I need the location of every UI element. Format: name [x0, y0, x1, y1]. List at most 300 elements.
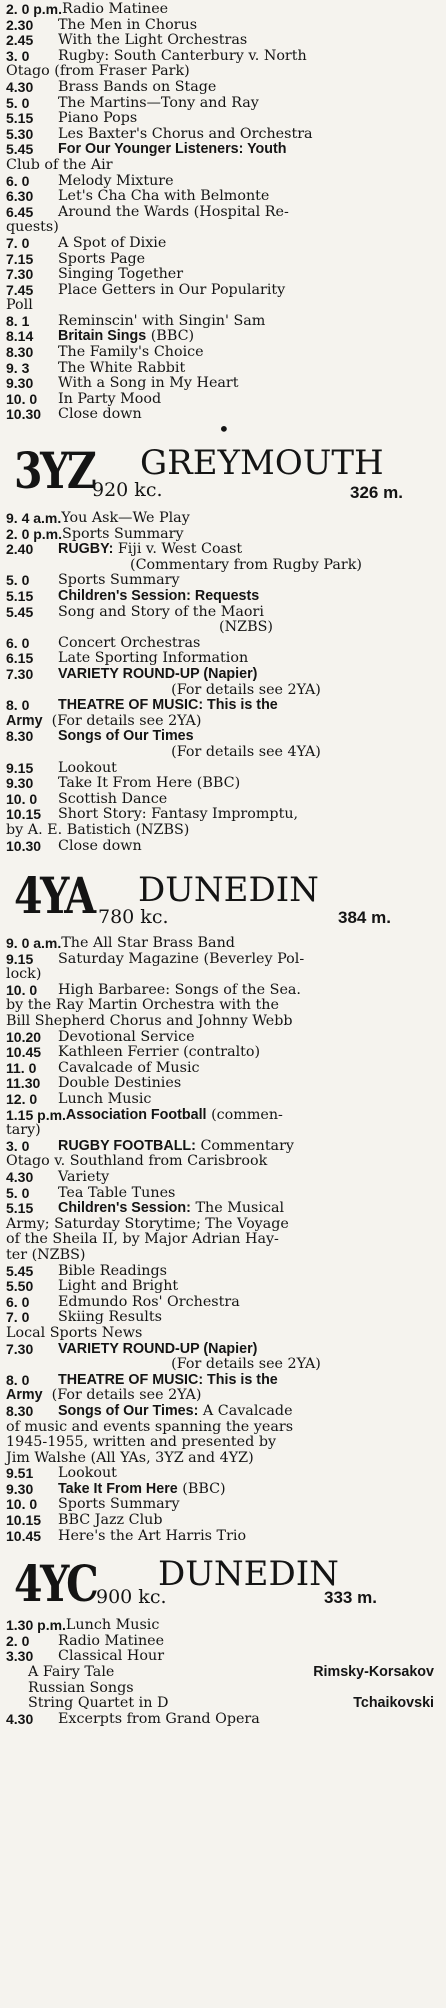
programme-details	[58, 1045, 434, 1061]
programme-title: Around the Wards (Hospital Re-	[58, 203, 289, 220]
programme-time: 6.30	[6, 188, 34, 205]
programme-title: Here's the Art Harris Trio	[58, 1527, 247, 1544]
programme-continuation: Otago v. Southland from Carisbrook	[6, 1153, 268, 1170]
programme-title: The Family's Choice	[58, 344, 204, 361]
programme-entry	[6, 511, 434, 527]
programme-entry	[6, 1170, 434, 1186]
programme-details	[58, 729, 434, 760]
programme-time: 6. 0	[6, 172, 30, 189]
programme-entry	[6, 936, 434, 952]
station-city: GREYMOUTH	[140, 443, 384, 484]
programme-title: Radio Matinee	[58, 1632, 165, 1649]
programme-title: Sports Summary	[58, 1496, 180, 1513]
programme-entry	[6, 1649, 434, 1665]
programme-subnote: (For details see 2YA)	[171, 1356, 321, 1373]
schedule-block-opening	[6, 2, 434, 423]
programme-details	[58, 1497, 434, 1513]
station-city: DUNEDIN	[158, 1554, 339, 1595]
programme-entry	[6, 18, 434, 34]
programme-title: Rugby: South Canterbury v. North	[58, 47, 307, 64]
programme-details	[58, 605, 434, 636]
programme-details	[58, 667, 434, 698]
programme-continuation: ter (NZBS)	[6, 1246, 86, 1263]
programme-entry	[6, 573, 434, 589]
programme-time: 4.30	[6, 1710, 34, 1727]
programme-time: 7. 0	[6, 1309, 30, 1326]
programme-entry	[6, 729, 434, 760]
programme-details	[58, 283, 434, 299]
programme-entry	[6, 49, 434, 65]
programme-details	[66, 1618, 434, 1634]
programme-entry	[6, 1108, 434, 1124]
programme-time: 10. 0	[6, 390, 38, 407]
programme-time: 5.45	[6, 1262, 34, 1279]
programme-title: Light and Bright	[58, 1278, 179, 1295]
programme-title: Sports Page	[58, 250, 146, 267]
station-frequency: 900 kc.	[96, 1586, 167, 1609]
programme-time: 6. 0	[6, 1293, 30, 1310]
programme-time: 9.30	[6, 1480, 34, 1497]
work-composer: Tchaikovski	[353, 1695, 434, 1712]
programme-details	[58, 1529, 434, 1545]
work-composer: Rimsky-Korsakov	[313, 1664, 434, 1681]
programme-entry	[6, 839, 434, 855]
programme-time: 2.30	[6, 16, 34, 33]
programme-title: High Barbaree: Songs of the Sea.	[58, 981, 301, 998]
programme-entry	[6, 1201, 434, 1217]
programme-details	[66, 1108, 434, 1124]
programme-time: 2.45	[6, 32, 34, 49]
programme-time: 3.30	[6, 1648, 34, 1665]
programme-note: (BBC)	[182, 1480, 226, 1497]
programme-title: Bible Readings	[58, 1262, 167, 1279]
programme-details	[58, 1170, 434, 1186]
programme-entry	[6, 542, 434, 573]
programme-entry	[6, 174, 434, 190]
programme-title: Cavalcade of Music	[58, 1059, 200, 1076]
programme-entry	[6, 1139, 434, 1155]
programme-details	[58, 573, 434, 589]
programme-entry	[6, 1497, 434, 1513]
programme-entry	[6, 1618, 434, 1634]
programme-details	[58, 189, 434, 205]
programme-time: 9. 0 a.m.	[6, 935, 62, 952]
programme-time: 10.45	[6, 1527, 42, 1544]
programme-entry	[6, 345, 434, 361]
programme-entry	[6, 667, 434, 698]
programme-work	[6, 1696, 434, 1712]
programme-time: 10.30	[6, 837, 42, 854]
programme-title: Concert Orchestras	[58, 634, 201, 651]
programme-entry	[6, 1186, 434, 1202]
programme-details	[58, 1513, 434, 1529]
programme-details	[58, 1404, 434, 1420]
programme-details	[58, 1649, 434, 1665]
programme-details	[58, 345, 434, 361]
station-frequency: 780 kc.	[98, 906, 169, 929]
programme-title: Sports Summary	[58, 572, 180, 589]
programme-details	[58, 407, 434, 423]
programme-title: Late Sporting Information	[58, 650, 249, 667]
programme-entry	[6, 792, 434, 808]
programme-time: 2. 0 p.m.	[6, 1, 63, 17]
programme-time: 6. 0	[6, 634, 30, 651]
programme-entry	[6, 636, 434, 652]
programme-subnote: (For details see 2YA)	[51, 1387, 202, 1404]
work-title: Russian Songs	[28, 1679, 134, 1696]
programme-time: 10.15	[6, 1512, 42, 1529]
programme-title: A Spot of Dixie	[58, 234, 167, 251]
station-wavelength: 326 m.	[350, 483, 403, 503]
programme-details	[58, 142, 434, 158]
programme-continuation: by A. E. Batistich (NZBS)	[6, 821, 190, 838]
programme-subnote: (For details see 2YA)	[171, 681, 321, 698]
programme-time: 4.30	[6, 78, 34, 95]
programme-details	[58, 80, 434, 96]
programme-details	[58, 174, 434, 190]
programme-time: 1.30 p.m.	[6, 1617, 66, 1634]
programme-details	[58, 236, 434, 252]
programme-time: 5.45	[6, 141, 34, 158]
programme-title-cont: Army	[6, 712, 43, 729]
programme-time: 10.15	[6, 806, 42, 823]
programme-title: Take It From Here	[58, 1480, 178, 1497]
programme-entry	[6, 1482, 434, 1498]
programme-time: 5.15	[6, 1200, 34, 1217]
programme-details	[58, 329, 434, 345]
programme-details	[58, 49, 434, 65]
programme-time: 5.30	[6, 125, 34, 142]
programme-details	[58, 1295, 434, 1311]
programme-entry	[6, 1712, 434, 1728]
programme-entry	[6, 314, 434, 330]
work-title: String Quartet in D	[28, 1695, 169, 1712]
programme-title: Songs of Our Times	[58, 728, 194, 745]
programme-time: 8.30	[6, 728, 34, 745]
programme-time: 8.30	[6, 344, 34, 361]
programme-note: Fiji v. West Coast	[117, 541, 243, 558]
programme-title: The Martins—Tony and Ray	[58, 94, 259, 111]
programme-continuation: Army; Saturday Storytime; The Voyage	[6, 1215, 289, 1232]
programme-details	[62, 527, 434, 543]
programme-entry	[6, 1404, 434, 1420]
programme-time: 5.50	[6, 1278, 34, 1295]
work-title: A Fairy Tale	[28, 1664, 115, 1681]
programme-details	[58, 807, 434, 823]
programme-title: THEATRE OF MUSIC: This is the	[58, 697, 278, 714]
programme-details	[58, 1030, 434, 1046]
programme-details	[58, 1634, 434, 1650]
programme-entry	[6, 1466, 434, 1482]
schedule-block-4yc	[6, 1618, 434, 1727]
programme-subnote: (For details see 4YA)	[171, 743, 321, 760]
programme-title: Radio Matinee	[62, 1, 169, 17]
station-wavelength: 384 m.	[338, 908, 391, 928]
programme-details	[58, 1310, 434, 1326]
programme-title: Sports Summary	[62, 525, 184, 542]
programme-time: 12. 0	[6, 1091, 38, 1108]
programme-time: 9.30	[6, 375, 34, 392]
programme-details	[58, 839, 434, 855]
programme-note: The Musical	[195, 1200, 285, 1217]
programme-details	[58, 314, 434, 330]
programme-continuation: 1945-1955, written and presented by	[6, 1434, 277, 1451]
programme-title: Take It From Here (BBC)	[58, 775, 241, 792]
programme-title: Double Destinies	[58, 1075, 182, 1092]
programme-continuation: by the Ray Martin Orchestra with the	[6, 997, 279, 1014]
programme-entry	[6, 376, 434, 392]
programme-time: 8.30	[6, 1402, 34, 1419]
programme-details	[58, 96, 434, 112]
programme-title: Classical Hour	[58, 1648, 165, 1665]
programme-time: 9.15	[6, 950, 34, 967]
programme-entry	[6, 80, 434, 96]
programme-continuation: Poll	[6, 297, 33, 314]
programme-details	[58, 792, 434, 808]
printed-dot: •	[218, 417, 230, 442]
programme-entry	[6, 527, 434, 543]
programme-continuation: of the Sheila II, by Major Adrian Hay-	[6, 1231, 279, 1248]
programme-entry	[6, 1634, 434, 1650]
station-call-sign: 4YC	[14, 1554, 97, 1614]
programme-time: 11. 0	[6, 1059, 37, 1076]
programme-title: Let's Cha Cha with Belmonte	[58, 188, 270, 205]
programme-details	[58, 252, 434, 268]
programme-title: VARIETY ROUND-UP (Napier)	[58, 1340, 258, 1357]
programme-details	[58, 1139, 434, 1155]
programme-title: Excerpts from Grand Opera	[58, 1710, 260, 1727]
programme-time: 7.45	[6, 281, 34, 298]
programme-title: THEATRE OF MUSIC: This is the	[58, 1371, 278, 1388]
programme-title: Song and Story of the Maori	[58, 603, 264, 620]
programme-time: 8. 0	[6, 697, 30, 714]
programme-details	[58, 542, 434, 573]
programme-title: The Men in Chorus	[58, 16, 198, 33]
programme-time: 6.45	[6, 203, 34, 220]
programme-details	[58, 1092, 434, 1108]
programme-title: Britain Sings	[58, 328, 147, 345]
programme-entry	[6, 1295, 434, 1311]
programme-details	[58, 1712, 434, 1728]
programme-title: Reminscin' with Singin' Sam	[58, 312, 266, 329]
programme-entry	[6, 96, 434, 112]
programme-entry	[6, 1045, 434, 1061]
programme-details	[58, 1061, 434, 1077]
programme-details	[58, 111, 434, 127]
programme-time: 10. 0	[6, 981, 38, 998]
programme-entry	[6, 1092, 434, 1108]
programme-details	[58, 361, 434, 377]
station-wavelength: 333 m.	[324, 1588, 377, 1608]
programme-entry	[6, 142, 434, 158]
programme-title: With a Song in My Heart	[58, 375, 239, 392]
programme-details	[58, 776, 434, 792]
programme-continuation: Otago (from Fraser Park)	[6, 63, 190, 80]
programme-entry	[6, 698, 434, 714]
programme-title: In Party Mood	[58, 390, 162, 407]
programme-entry	[6, 111, 434, 127]
programme-title: Scottish Dance	[58, 790, 168, 807]
programme-time: 7.30	[6, 1340, 34, 1357]
programme-time: 7.30	[6, 665, 34, 682]
programme-time: 5.45	[6, 603, 34, 620]
programme-time: 4.30	[6, 1169, 34, 1185]
programme-details	[58, 1342, 434, 1373]
programme-title: Kathleen Ferrier (contralto)	[58, 1044, 261, 1061]
programme-entry	[6, 205, 434, 221]
programme-entry	[6, 1264, 434, 1280]
programme-title: The White Rabbit	[58, 359, 186, 376]
programme-subnote: (For details see 2YA)	[51, 712, 202, 729]
programme-note: (commen-	[211, 1106, 283, 1123]
programme-continuation: lock)	[6, 966, 42, 983]
programme-entry	[6, 1373, 434, 1389]
programme-time: 3. 0	[6, 47, 30, 64]
programme-entry	[6, 283, 434, 299]
programme-entry	[6, 329, 434, 345]
programme-details	[61, 511, 434, 527]
programme-time: 7.15	[6, 250, 34, 267]
programme-title: For Our Younger Listeners: Youth	[58, 141, 287, 158]
programme-time: 9.51	[6, 1465, 34, 1482]
programme-title: Devotional Service	[58, 1028, 195, 1045]
programme-continuation: of music and events spanning the years	[6, 1418, 294, 1435]
programme-title: Songs of Our Times:	[58, 1402, 199, 1419]
programme-title: Tea Table Tunes	[58, 1184, 176, 1201]
programme-entry	[6, 33, 434, 49]
programme-continuation: Club of the Air	[6, 156, 113, 173]
programme-details	[58, 33, 434, 49]
programme-time: 9. 4 a.m.	[6, 510, 62, 527]
programme-work	[6, 1681, 434, 1697]
programme-details	[58, 127, 434, 143]
programme-title: Lookout	[58, 1465, 117, 1482]
programme-entry	[6, 952, 434, 968]
programme-entry	[6, 983, 434, 999]
programme-entry	[6, 776, 434, 792]
programme-title: RUGBY:	[58, 541, 114, 558]
programme-title: Melody Mixture	[58, 172, 174, 189]
programme-details	[58, 1279, 434, 1295]
programme-entry	[6, 761, 434, 777]
programme-continuation: quests)	[6, 219, 59, 236]
programme-details	[58, 589, 434, 605]
programme-details	[58, 983, 434, 999]
programme-entry	[6, 589, 434, 605]
programme-time: 3. 0	[6, 1137, 30, 1154]
programme-title: Variety	[58, 1169, 110, 1185]
programme-details	[61, 936, 434, 952]
programme-entry	[6, 189, 434, 205]
programme-title: Singing Together	[58, 266, 184, 283]
programme-title: With the Light Orchestras	[58, 32, 248, 49]
programme-title: Saturday Magazine (Beverley Pol-	[58, 950, 305, 967]
programme-time: 8. 0	[6, 1371, 30, 1388]
programme-details	[58, 698, 434, 714]
programme-time: 6.15	[6, 650, 34, 667]
programme-title: Short Story: Fantasy Impromptu,	[58, 806, 299, 823]
programme-entry	[6, 2, 434, 18]
programme-details	[58, 761, 434, 777]
programme-time: 9.15	[6, 759, 34, 776]
programme-continuation: tary)	[6, 1122, 41, 1139]
programme-details	[58, 952, 434, 968]
station-call-sign: 3YZ	[14, 441, 95, 501]
programme-details	[58, 267, 434, 283]
programme-entry	[6, 392, 434, 408]
programme-title: Les Baxter's Chorus and Orchestra	[58, 125, 313, 142]
programme-note: Commentary	[200, 1137, 294, 1154]
programme-details	[62, 2, 434, 18]
programme-title: Skiing Results	[58, 1309, 162, 1326]
programme-title: BBC Jazz Club	[58, 1512, 163, 1529]
programme-details	[58, 651, 434, 667]
programme-title: Children's Session:	[58, 1200, 191, 1217]
programme-title-cont: Army	[6, 1387, 43, 1404]
programme-time: 10. 0	[6, 790, 38, 807]
programme-title: Lookout	[58, 759, 117, 776]
programme-note: (BBC)	[150, 328, 195, 345]
programme-title: RUGBY FOOTBALL:	[58, 1137, 196, 1154]
programme-continuation: Local Sports News	[6, 1324, 143, 1341]
programme-entry	[6, 1513, 434, 1529]
programme-details	[58, 1264, 434, 1280]
programme-entry	[6, 236, 434, 252]
programme-time: 9.30	[6, 775, 34, 792]
programme-work	[6, 1665, 434, 1681]
programme-entry	[6, 1076, 434, 1092]
radio-programme-column	[6, 2, 434, 1727]
programme-title: Children's Session: Requests	[58, 588, 260, 604]
programme-title: Place Getters in Our Popularity	[58, 281, 286, 298]
programme-entry	[6, 1030, 434, 1046]
programme-entry	[6, 1310, 434, 1326]
programme-entry	[6, 1279, 434, 1295]
programme-title: Edmundo Ros' Orchestra	[58, 1293, 240, 1310]
programme-subnote: (NZBS)	[219, 619, 273, 636]
programme-title: You Ask—We Play	[61, 510, 190, 527]
programme-details	[58, 392, 434, 408]
programme-time: 10.20	[6, 1028, 42, 1045]
programme-entry	[6, 267, 434, 283]
programme-time: 10. 0	[6, 1496, 38, 1513]
station-call-sign: 4YA	[14, 866, 94, 926]
programme-details	[58, 1482, 434, 1498]
programme-time: 9. 3	[6, 359, 30, 376]
programme-continuation	[6, 714, 434, 730]
schedule-block-4ya	[6, 936, 434, 1544]
programme-continuation: Bill Shepherd Chorus and Johnny Webb	[6, 1013, 293, 1030]
programme-details	[58, 1201, 434, 1217]
programme-details	[58, 636, 434, 652]
programme-entry	[6, 1061, 434, 1077]
programme-time: 8. 1	[6, 312, 30, 329]
programme-details	[58, 376, 434, 392]
programme-entry	[6, 361, 434, 377]
station-header-4yc	[6, 1554, 434, 1612]
station-header-4ya	[6, 866, 434, 930]
programme-details	[58, 1186, 434, 1202]
programme-title: Association Football	[65, 1106, 207, 1123]
programme-time: 5. 0	[6, 94, 30, 111]
programme-time: 2.40	[6, 541, 34, 558]
programme-time: 10.30	[6, 406, 42, 423]
programme-entry	[6, 651, 434, 667]
station-header-3yz	[6, 441, 434, 505]
programme-subnote: (Commentary from Rugby Park)	[130, 556, 362, 573]
programme-details	[58, 205, 434, 221]
programme-time: 5.15	[6, 110, 34, 127]
